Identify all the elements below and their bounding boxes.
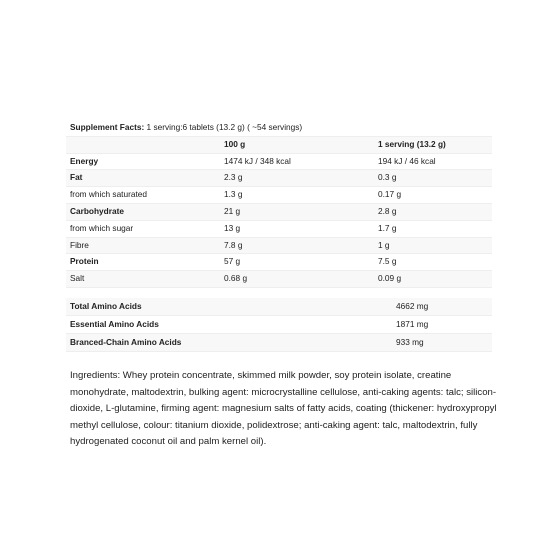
amino-name: Essential Amino Acids	[66, 316, 392, 334]
nutrient-name: Fat	[66, 170, 220, 187]
supplement-facts-label: Supplement Facts:	[70, 122, 145, 132]
nutrient-name: from which sugar	[66, 220, 220, 237]
nutrient-row	[66, 153, 492, 170]
nutrient-row	[66, 203, 492, 220]
supplement-facts-title	[66, 120, 492, 136]
amino-value: 1871 mg	[392, 316, 492, 334]
per-100g-column-header: 100 g	[220, 136, 374, 153]
supplement-facts-title-row	[66, 120, 492, 136]
nutrient-name: Protein	[66, 254, 220, 271]
serving-info: 1 serving:6 tablets (13.2 g) ( ~54 servings)	[144, 122, 303, 132]
nutrient-row	[66, 220, 492, 237]
nutrient-per-100g: 0.68 g	[220, 271, 374, 288]
amino-name: Total Amino Acids	[66, 298, 392, 316]
nutrient-per-100g: 2.3 g	[220, 170, 374, 187]
nutrient-name: Fibre	[66, 237, 220, 254]
amino-row	[66, 298, 492, 316]
nutrient-name: Salt	[66, 271, 220, 288]
nutrient-per-100g: 1474 kJ / 348 kcal	[220, 153, 374, 170]
amino-value: 933 mg	[392, 334, 492, 352]
supplement-facts-table	[66, 120, 492, 288]
nutrient-per-100g: 1.3 g	[220, 187, 374, 204]
amino-row	[66, 334, 492, 352]
ingredients-text: Ingredients: Whey protein concentrate, skimmed milk powder, soy protein isolate, creatine monohydrate, maltodextrin, bulking agent: microcrystalline cellulose, anti-caking agents: talc; silicon-dioxide, L-glutamine, firming agent: magnesium salts of fatty acids, coating (thickener: hydroxypropyl methyl cellulose, colour: titanium dioxide, polidextrose; anti-caking agent: talc, maltodextrin, fully hydrogenated coconut oil and palm kernel oil).	[70, 370, 497, 448]
nutrient-row	[66, 187, 492, 204]
nutrient-per-100g: 57 g	[220, 254, 374, 271]
amino-row	[66, 316, 492, 334]
nutrient-per-serving: 7.5 g	[374, 254, 492, 271]
nutrient-per-100g: 7.8 g	[220, 237, 374, 254]
nutrient-row	[66, 237, 492, 254]
amino-name: Branced-Chain Amino Acids	[66, 334, 392, 352]
per-serving-column-header: 1 serving (13.2 g)	[374, 136, 492, 153]
column-header-row	[66, 136, 492, 153]
nutrient-per-100g: 13 g	[220, 220, 374, 237]
nutrient-per-serving: 1 g	[374, 237, 492, 254]
nutrient-name: Energy	[66, 153, 220, 170]
nutrient-per-100g: 21 g	[220, 203, 374, 220]
amino-value: 4662 mg	[392, 298, 492, 316]
nutrient-row	[66, 254, 492, 271]
nutrient-per-serving: 0.09 g	[374, 271, 492, 288]
nutrient-per-serving: 0.3 g	[374, 170, 492, 187]
nutrient-per-serving: 0.17 g	[374, 187, 492, 204]
nutrient-per-serving: 194 kJ / 46 kcal	[374, 153, 492, 170]
nutrient-per-serving: 2.8 g	[374, 203, 492, 220]
nutrient-name: Carbohydrate	[66, 203, 220, 220]
nutrient-row	[66, 271, 492, 288]
amino-acids-table	[66, 298, 492, 352]
nutrient-column-header	[66, 136, 220, 153]
nutrient-per-serving: 1.7 g	[374, 220, 492, 237]
nutrient-name: from which saturated	[66, 187, 220, 204]
nutrient-row	[66, 170, 492, 187]
